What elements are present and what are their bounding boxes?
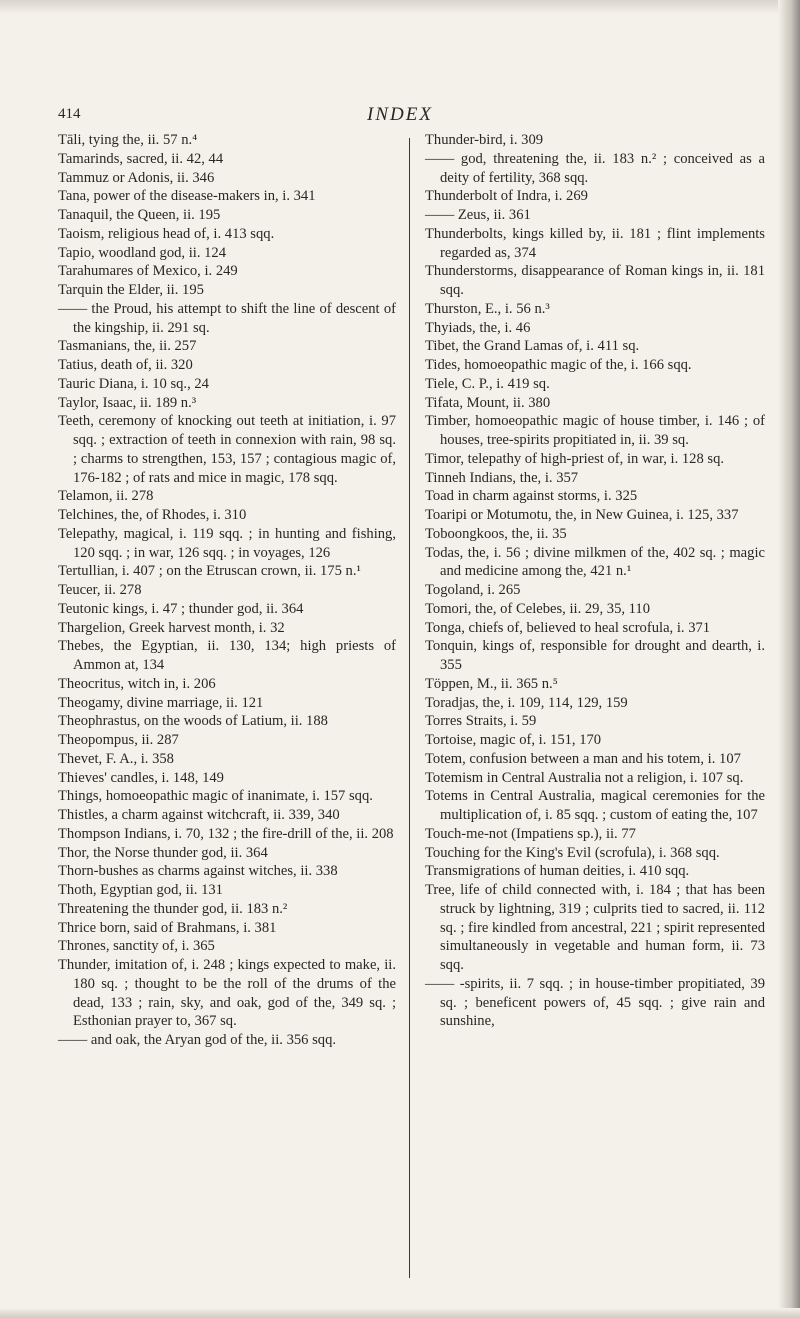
index-entry: Tamarinds, sacred, ii. 42, 44	[58, 150, 224, 167]
index-entry: Timber, homoeopathic magic of house timber, i. 146 ; of houses, tree-spirits propitiated in, ii. 39 sq.	[425, 413, 765, 448]
index-entry: Tarahumares of Mexico, i. 249	[58, 263, 238, 280]
index-entry: Tana, power of the disease-makers in, i. 341	[58, 188, 316, 205]
index-entry: Taylor, Isaac, ii. 189 n.³	[58, 394, 197, 411]
index-entry: Thistles, a charm against witchcraft, ii. 339, 340	[58, 807, 340, 823]
index-entry: Thompson Indians, i. 70, 132 ; the fire-drill of the, ii. 208	[58, 825, 394, 842]
index-entry: Totem, confusion between a man and his totem, i. 107	[425, 750, 741, 767]
index-column-left	[58, 131, 396, 1050]
index-entry: Thieves' candles, i. 148, 149	[58, 769, 224, 786]
index-entry: Tarquin the Elder, ii. 195	[58, 282, 204, 298]
index-entry: Thargelion, Greek harvest month, i. 32	[58, 619, 285, 636]
index-entry: Telepathy, magical, i. 119 sqq. ; in hunting and fishing, 120 sqq. ; in war, 126 sqq. ; in voyages, 126	[58, 525, 396, 561]
index-entry: Tammuz or Adonis, ii. 346	[58, 169, 215, 186]
page-edge-bottom	[0, 1308, 800, 1318]
index-entry: Threatening the thunder god, ii. 183 n.²	[58, 900, 288, 917]
index-entry: Touch-me-not (Impatiens sp.), ii. 77	[425, 825, 636, 842]
index-entry: Tree, life of child connected with, i. 184 ; that has been struck by lightning, 319 ; culprits tied to sacred, ii. 112 sq. ; fire kindled from ancestral, 221 ; spirit represented simultaneously in vegetable and human form, ii. 73 sqq.	[425, 882, 765, 973]
index-entry: Tatius, death of, ii. 320	[58, 357, 193, 373]
index-entry: Telamon, ii. 278	[58, 488, 154, 505]
index-entry: Thorn-bushes as charms against witches, ii. 338	[58, 863, 338, 880]
index-entry: Thunder, imitation of, i. 248 ; kings expected to make, ii. 180 sq. ; thought to be the roll of the drums of the dead, 133 ; rain, sky, and oak, god of the, 349 sq. ; Esthonian prayer to, 367 sq.	[58, 957, 396, 1030]
index-entry: Theophrastus, on the woods of Latium, ii. 188	[58, 713, 328, 730]
index-entry: Teutonic kings, i. 47 ; thunder god, ii. 364	[58, 600, 304, 617]
index-entry: Tasmanians, the, ii. 257	[58, 338, 197, 355]
index-entry: Thrones, sanctity of, i. 365	[58, 938, 215, 955]
index-entry: Tonga, chiefs of, believed to heal scrofula, i. 371	[425, 619, 711, 636]
index-entry: Toad in charm against storms, i. 325	[425, 488, 638, 505]
index-entry: Thor, the Norse thunder god, ii. 364	[58, 844, 268, 861]
index-entry: Thoth, Egyptian god, ii. 131	[58, 882, 223, 898]
index-entry: Telchines, the, of Rhodes, i. 310	[58, 507, 247, 523]
index-entry: Taoism, religious head of, i. 413 sqq.	[58, 225, 275, 242]
index-column-right	[425, 131, 765, 1031]
index-entry: Thunderstorms, disappearance of Roman kings in, ii. 181 sqq.	[425, 263, 765, 298]
index-entry: Transmigrations of human deities, i. 410 sqq.	[425, 863, 690, 880]
index-entry: Totemism in Central Australia not a religion, i. 107 sq.	[425, 769, 744, 786]
index-entry: Tauric Diana, i. 10 sq., 24	[58, 375, 209, 392]
index-entry: Theopompus, ii. 287	[58, 732, 179, 748]
index-entry: Töppen, M., ii. 365 n.⁵	[425, 675, 558, 692]
index-entry: Tāli, tying the, ii. 57 n.⁴	[58, 132, 198, 148]
index-entry: Thevet, F. A., i. 358	[58, 750, 174, 767]
index-entry: Tomori, the, of Celebes, ii. 29, 35, 110	[425, 600, 651, 617]
index-entry: —— -spirits, ii. 7 sqq. ; in house-timber propitiated, 39 sq. ; beneficent powers of, 45 sqq. ; give rain and sunshine,	[425, 975, 765, 1030]
index-entry: —— and oak, the Aryan god of the, ii. 356 sqq.	[58, 1032, 337, 1048]
index-entry: Togoland, i. 265	[425, 582, 521, 598]
index-entry: —— god, threatening the, ii. 183 n.² ; conceived as a deity of fertility, 368 sqq.	[425, 150, 765, 186]
page-edge-top	[0, 0, 800, 14]
column-divider	[409, 138, 410, 1278]
page-edge-right	[778, 0, 800, 1318]
index-entry: Toradjas, the, i. 109, 114, 129, 159	[425, 694, 628, 711]
index-entry: Tibet, the Grand Lamas of, i. 411 sq.	[425, 338, 640, 355]
index-entry: Torres Straits, i. 59	[425, 713, 537, 730]
index-entry: Tertullian, i. 407 ; on the Etruscan crown, ii. 175 n.¹	[58, 563, 361, 580]
index-entry: Touching for the King's Evil (scrofula), i. 368 sqq.	[425, 844, 720, 861]
index-entry: Toaripi or Motumotu, the, in New Guinea, i. 125, 337	[425, 507, 739, 523]
index-entry: Tifata, Mount, ii. 380	[425, 394, 551, 411]
index-entry: Toboongkoos, the, ii. 35	[425, 525, 567, 542]
index-entry: Tonquin, kings of, responsible for drought and dearth, i. 355	[425, 638, 765, 673]
running-head: INDEX	[367, 104, 433, 125]
index-entry: Thunderbolts, kings killed by, ii. 181 ; flint implements regarded as, 374	[425, 225, 765, 261]
index-entry: Tanaquil, the Queen, ii. 195	[58, 207, 221, 223]
index-entry: Theogamy, divine marriage, ii. 121	[58, 694, 264, 711]
index-entry: Thebes, the Egyptian, ii. 130, 134; high priests of Ammon at, 134	[58, 638, 396, 673]
index-entry: Timor, telepathy of high-priest of, in war, i. 128 sq.	[425, 450, 725, 467]
index-entry: Teeth, ceremony of knocking out teeth at initiation, i. 97 sqq. ; extraction of teeth in connexion with rain, 98 sq. ; charms to strengthen, 153, 157 ; contagious magic of, 176-182 ; of rats and mice in magic, 178 sqq.	[58, 413, 396, 486]
index-entry: Thurston, E., i. 56 n.³	[425, 300, 550, 317]
index-entry: Totems in Central Australia, magical ceremonies for the multiplication of, i. 85 sqq. ; custom of eating the, 107	[425, 788, 765, 823]
index-entry: Tortoise, magic of, i. 151, 170	[425, 732, 602, 748]
index-entry: Theocritus, witch in, i. 206	[58, 675, 216, 692]
index-entry: Thunderbolt of Indra, i. 269	[425, 188, 588, 205]
index-entry: —— the Proud, his attempt to shift the line of descent of the kingship, ii. 291 sq.	[58, 300, 396, 336]
index-entry: Tinneh Indians, the, i. 357	[425, 469, 579, 486]
index-entry: Tiele, C. P., i. 419 sq.	[425, 375, 550, 392]
index-entry: Teucer, ii. 278	[58, 582, 142, 598]
index-entry: Thrice born, said of Brahmans, i. 381	[58, 919, 277, 936]
index-entry: Thunder-bird, i. 309	[425, 132, 544, 148]
page-number: 414	[58, 106, 81, 122]
index-entry: Todas, the, i. 56 ; divine milkmen of the, 402 sq. ; magic and medicine among the, 421 n.¹	[425, 544, 765, 580]
index-entry: —— Zeus, ii. 361	[425, 207, 531, 223]
index-entry: Tapio, woodland god, ii. 124	[58, 244, 227, 261]
index-entry: Tides, homoeopathic magic of the, i. 166 sqq.	[425, 357, 692, 373]
index-entry: Things, homoeopathic magic of inanimate, i. 157 sqq.	[58, 788, 373, 805]
index-entry: Thyiads, the, i. 46	[425, 319, 531, 336]
